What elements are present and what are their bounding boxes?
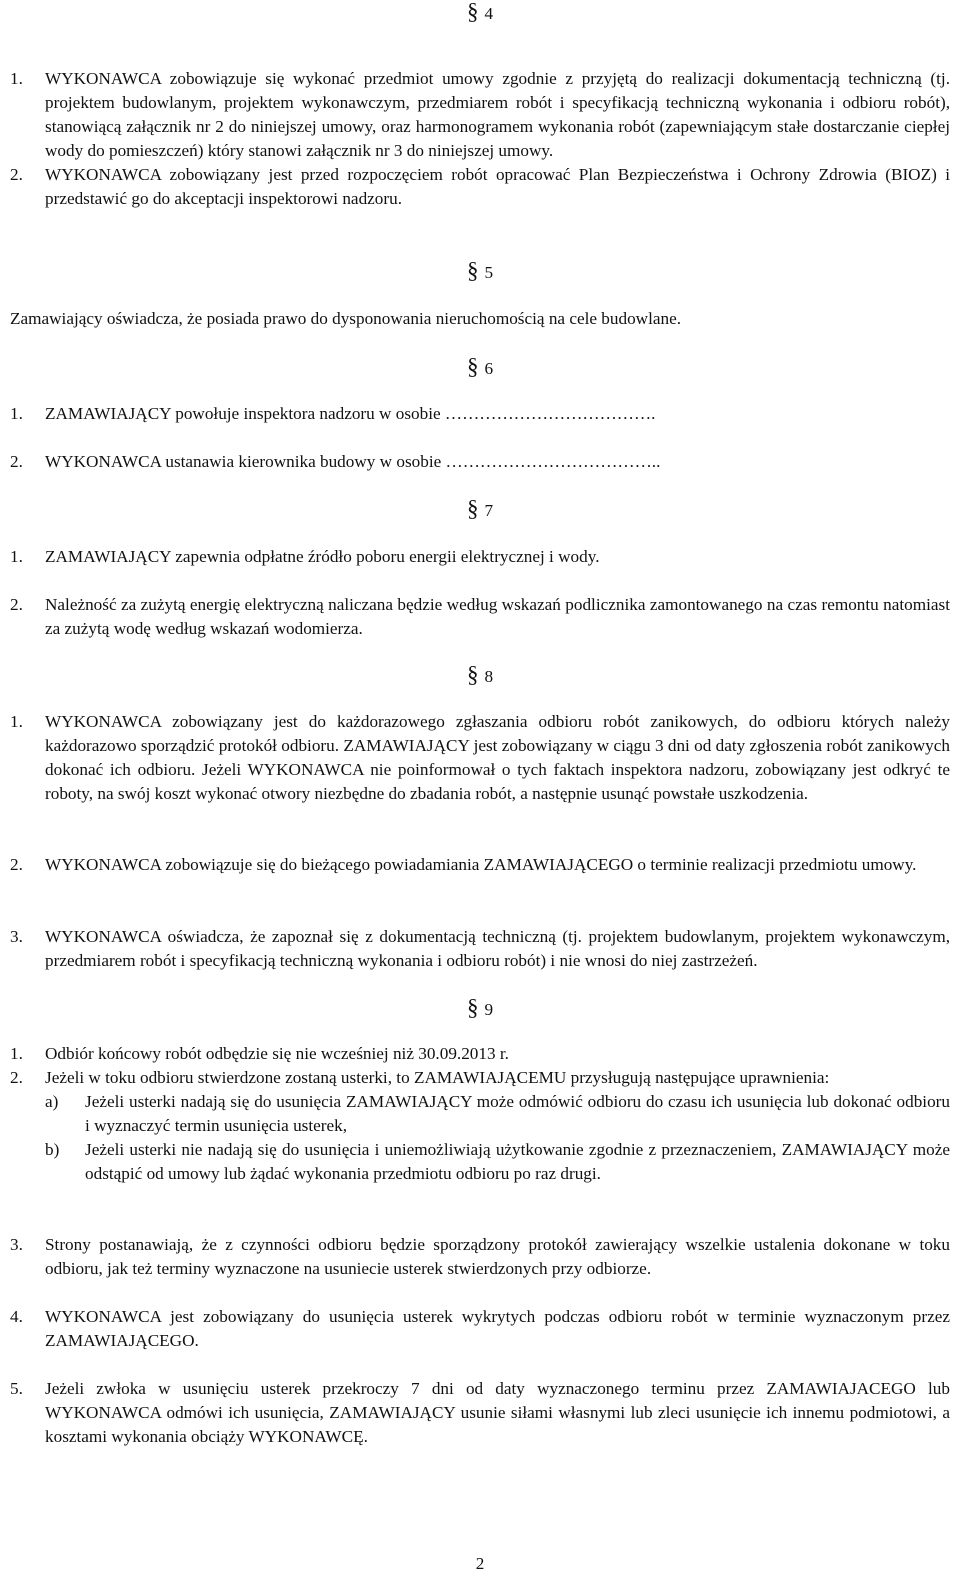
section-number: 6: [484, 359, 494, 378]
section-8-item-1: [10, 710, 950, 806]
clause-text: WYKONAWCA ustanawia kierownika budowy w osobie ………………………………..: [45, 452, 661, 471]
section-symbol: §: [466, 496, 479, 521]
section-symbol: §: [466, 0, 479, 24]
sub-clause-letter: b): [45, 1140, 60, 1159]
section-heading-8: [0, 663, 960, 689]
clause-item: [10, 67, 950, 163]
clause-item: [10, 163, 950, 211]
clause-item: [10, 710, 950, 806]
section-symbol: §: [466, 258, 479, 283]
sub-clause-item: [10, 1138, 950, 1186]
clause-text: Strony postanawiają, że z czynności odbioru będzie sporządzony protokół zawierający wszelkie ustalenia dokonane w toku odbioru, jak też terminy wyznaczone na usuniecie usterek stwierdzonych przy odbiorze.: [45, 1235, 950, 1278]
clause-number: 1.: [10, 547, 23, 566]
clause-item: [10, 1066, 950, 1090]
clause-number: 3.: [10, 927, 23, 946]
sub-clause-text: Jeżeli usterki nie nadają się do usunięcia i uniemożliwiają użytkowanie zgodnie z przeznaczeniem, ZAMAWIAJĄCY może odstąpić od umowy lub żądać wykonania przedmiotu odbioru po raz drugi.: [85, 1140, 950, 1183]
section-symbol: §: [466, 354, 479, 379]
section-number: 9: [484, 1000, 494, 1019]
section-5-body: [10, 307, 950, 331]
clause-number: 1.: [10, 404, 23, 423]
sub-clause-letter: a): [45, 1092, 59, 1111]
section-symbol: §: [466, 995, 479, 1020]
section-6-item-2: [10, 450, 950, 474]
clause-item: [10, 1305, 950, 1353]
section-heading-6: [0, 355, 960, 381]
clause-text: Odbiór końcowy robót odbędzie się nie wcześniej niż 30.09.2013 r.: [45, 1044, 509, 1063]
sub-clause-item: [10, 1090, 950, 1138]
clause-number: 5.: [10, 1379, 23, 1398]
section-heading-5: [0, 259, 960, 285]
clause-text: Jeżeli w toku odbioru stwierdzone zostaną usterki, to ZAMAWIAJĄCEMU przysługują następujące uprawnienia:: [45, 1068, 830, 1087]
clause-text: ZAMAWIAJĄCY zapewnia odpłatne źródło poboru energii elektrycznej i wody.: [45, 547, 600, 566]
sub-clause-text: Jeżeli usterki nadają się do usunięcia ZAMAWIAJĄCY może odmówić odbioru do czasu ich usunięcia lub dokonać odbioru i wyznaczyć termin usunięcia usterek,: [85, 1092, 950, 1135]
clause-text: WYKONAWCA zobowiązuje się do bieżącego powiadamiania ZAMAWIAJĄCEGO o terminie realizacji przedmiotu umowy.: [45, 855, 917, 874]
section-6-item-1: [10, 402, 950, 426]
section-4-body: [10, 67, 950, 211]
section-8-item-2: [10, 853, 950, 877]
section-7-item-1: [10, 545, 950, 569]
clause-text: Zamawiający oświadcza, że posiada prawo do dysponowania nieruchomością na cele budowlane.: [10, 309, 682, 328]
section-heading-4: [0, 0, 960, 26]
clause-item: [10, 1377, 950, 1449]
section-number: 8: [484, 667, 494, 686]
clause-number: 2.: [10, 595, 23, 614]
section-number: 7: [484, 501, 494, 520]
section-7-item-2: [10, 593, 950, 641]
clause-number: 2.: [10, 165, 23, 184]
section-heading-9: [0, 996, 960, 1022]
section-heading-7: [0, 497, 960, 523]
section-9-item-4: [10, 1305, 950, 1353]
clause-text: WYKONAWCA zobowiązany jest do każdorazowego zgłaszania odbioru robót zanikowych, do odbioru których należy każdorazowo sporządzić protokół odbioru. ZAMAWIAJĄCY jest zobowiązany w ciągu 3 dni od daty zgłoszenia robót zanikowych dokonać ich odbioru. Jeżeli WYKONAWCA nie poinformował o tych faktach inspektora nadzoru, zobowiązany jest odkryć te roboty, na swój koszt wykonać otwory niezbędne do zbadania robót, a następnie usunąć powstałe uszkodzenia.: [45, 712, 950, 803]
clause-number: 2.: [10, 1068, 23, 1087]
clause-number: 2.: [10, 855, 23, 874]
clause-text: WYKONAWCA oświadcza, że zapoznał się z dokumentacją techniczną (tj. projektem budowlanym, projektem wykonawczym, przedmiarem robót i specyfikacją techniczną wykonania i odbioru robót) i nie wnosi do niej zastrzeżeń.: [45, 927, 950, 970]
clause-item: [10, 853, 950, 877]
section-9-items-1-2: [10, 1042, 950, 1186]
clause-number: 1.: [10, 69, 23, 88]
clause-text: ZAMAWIAJĄCY powołuje inspektora nadzoru w osobie ……………………………….: [45, 404, 656, 423]
clause-item: [10, 545, 950, 569]
clause-item: [10, 925, 950, 973]
section-8-item-3: [10, 925, 950, 973]
clause-number: 1.: [10, 712, 23, 731]
clause-item: [10, 1042, 950, 1066]
section-number: 5: [484, 263, 494, 282]
clause-item: [10, 1233, 950, 1281]
clause-text: WYKONAWCA jest zobowiązany do usunięcia usterek wykrytych podczas odbioru robót w terminie wyznaczonym przez ZAMAWIAJĄCEGO.: [45, 1307, 950, 1350]
clause-number: 2.: [10, 452, 23, 471]
clause-text: Należność za zużytą energię elektryczną naliczana będzie według wskazań podlicznika zamontowanego na czas remontu natomiast za zużytą wodę według wskazań wodomierza.: [45, 595, 950, 638]
section-symbol: §: [466, 662, 479, 687]
clause-item: [10, 593, 950, 641]
clause-number: 4.: [10, 1307, 23, 1326]
section-number: 4: [484, 4, 494, 23]
clause-text: WYKONAWCA zobowiązuje się wykonać przedmiot umowy zgodnie z przyjętą do realizacji dokumentacją techniczną (tj. projektem budowlanym, projektem wykonawczym, przedmiarem robót i specyfikacją techniczną wykonania i odbioru robót), stanowiącą załącznik nr 2 do niniejszej umowy, oraz harmonogramem wykonania robót (zapewniającym stałe dostarczanie ciepłej wody do pomieszczeń) który stanowi załącznik nr 3 do niniejszej umowy.: [45, 69, 950, 160]
clause-number: 3.: [10, 1235, 23, 1254]
clause-text: WYKONAWCA zobowiązany jest przed rozpoczęciem robót opracować Plan Bezpieczeństwa i Ochrony Zdrowia (BIOZ) i przedstawić go do akceptacji inspektorowi nadzoru.: [45, 165, 950, 208]
section-9-item-3: [10, 1233, 950, 1281]
clause-item: [10, 450, 950, 474]
clause-number: 1.: [10, 1044, 23, 1063]
clause-item: [10, 402, 950, 426]
section-9-item-5: [10, 1377, 950, 1449]
page-number: 2: [475, 1554, 485, 1573]
clause-text: Jeżeli zwłoka w usunięciu usterek przekroczy 7 dni od daty wyznaczonego terminu przez ZAMAWIAJACEGO lub WYKONAWCA odmówi ich usunięcia, ZAMAWIAJĄCY usunie siłami własnymi lub zleci usunięcie ich innemu podmiotowi, a kosztami wykonania obciąży WYKONAWCĘ.: [45, 1379, 950, 1446]
